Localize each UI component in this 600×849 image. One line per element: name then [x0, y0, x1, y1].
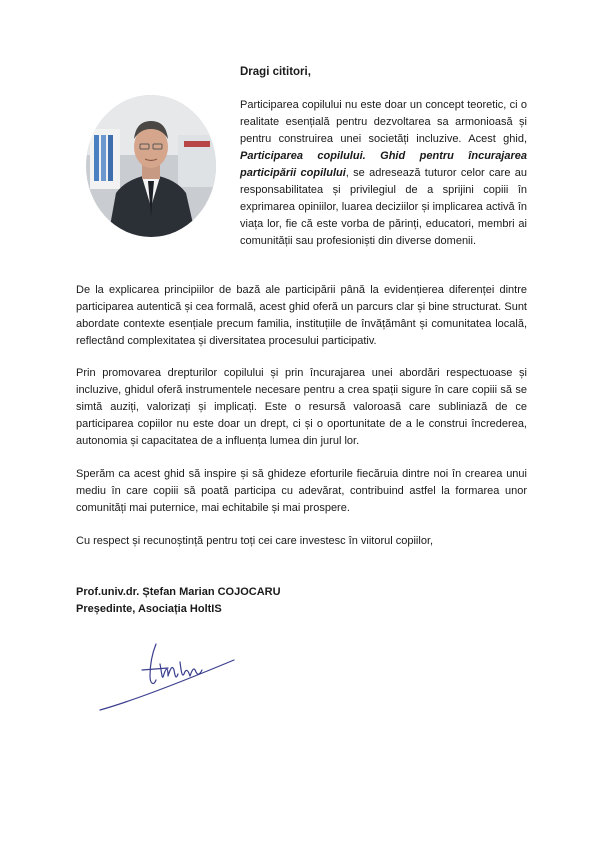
- intro-text-after: , se adresează tuturor celor care au responsabilitatea și privilegiul de a sprijini copiii în exprimarea opiniilor, luarea deciziilor și implicarea activă în viața lor, fie că este vorba de părinți, educatori, membri ai comunității sau profesioniști din diverse domenii.: [240, 167, 527, 247]
- body-paragraph-3: Sperăm ca acest ghid să inspire și să ghideze eforturile fiecăruia dintre noi în crearea unui mediu în care copiii să poată participa cu adevărat, contribuind astfel la formarea unor comunități mai puternice, mai echitabile și mai prospere.: [76, 468, 527, 514]
- greeting: Dragi cititori,: [240, 66, 311, 78]
- signatory-role: Președinte, Asociația HoltIS: [76, 603, 222, 615]
- closing-line: Cu respect și recunoștință pentru toți cei care investesc în viitorul copiilor,: [76, 535, 434, 547]
- intro-paragraph: [240, 97, 527, 250]
- intro-text-before: Participarea copilului nu este doar un concept teoretic, ci o realitate esențială pentru dezvoltarea sa armonioasă și pentru construirea unei societăți incluzive. Acest ghid,: [240, 99, 527, 145]
- portrait-photo-icon: [86, 95, 216, 237]
- body-paragraph-2: Prin promovarea drepturilor copilului și prin încurajarea unei abordări respectuoase și incluzive, ghidul oferă instrumentele necesare pentru a crea spații sigure în care copiii să se simtă auziți, valorizați și implicați. Este o resursă valoroasă care subliniază de ce participarea copiilor nu este doar un drept, ci și o oportunitate de a le construi încrederea, autonomia și capacitatea de a influența lumea din jurul lor.: [76, 367, 527, 447]
- handwritten-signature-icon: [96, 640, 246, 722]
- body-paragraph-1: De la explicarea principiilor de bază ale participării până la evidențierea diferenței dintre participarea autentică și cea formală, acest ghid oferă un parcurs clar și bine structurat. Sunt abordate contexte esențiale precum familia, instituțiile de învățământ și comunitatea locală, reflectând complexitatea și diversitatea procesului participativ.: [76, 284, 527, 347]
- signatory-name: Prof.univ.dr. Ștefan Marian COJOCARU: [76, 586, 281, 598]
- guide-title: Participarea copilului. Ghid pentru încurajarea participării copilului: [240, 150, 527, 179]
